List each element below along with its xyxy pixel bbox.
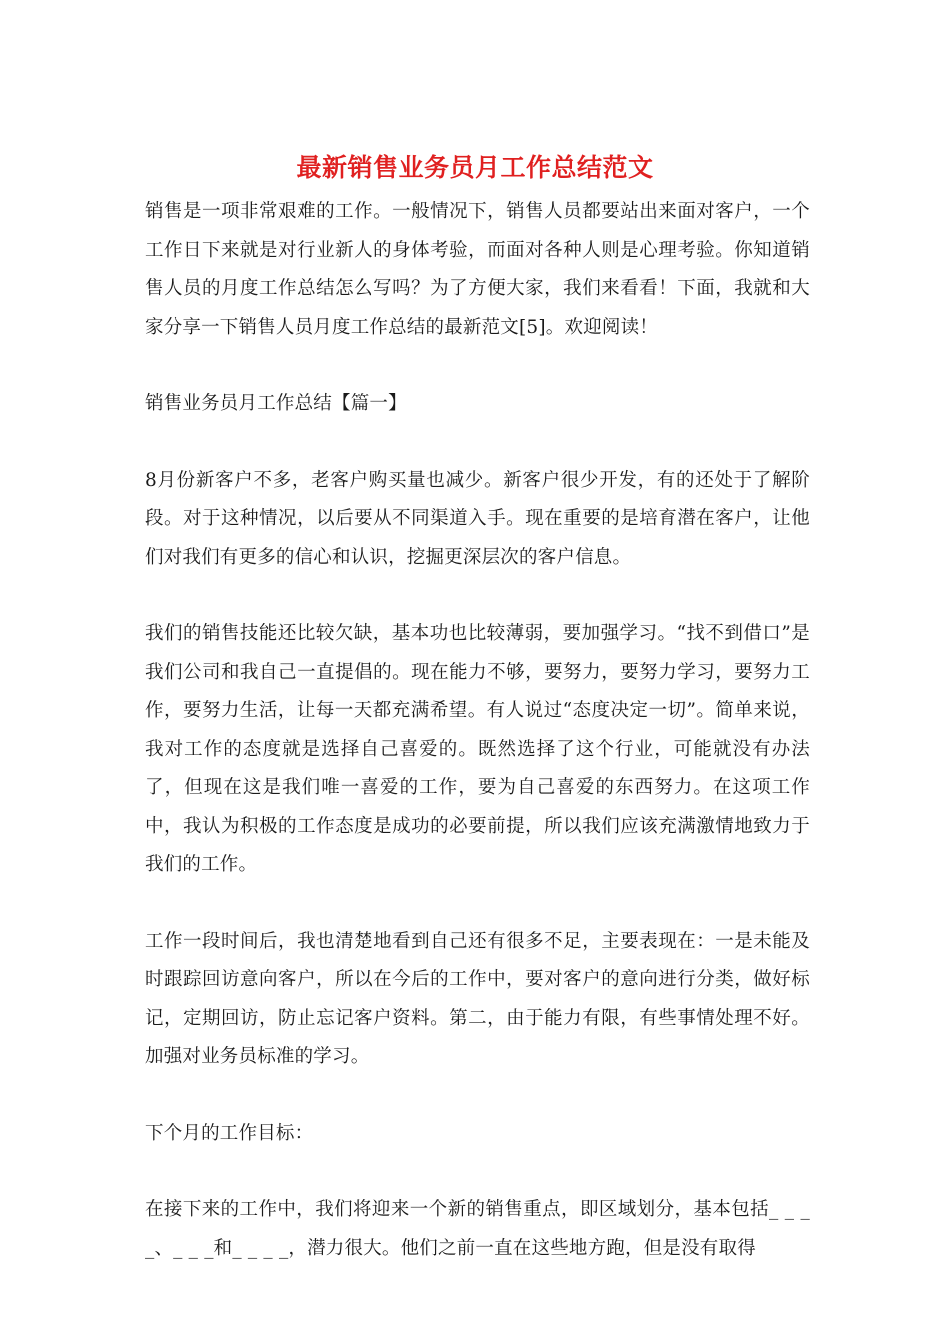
paragraph-shortcomings: 工作一段时间后，我也清楚地看到自己还有很多不足，主要表现在：一是未能及时跟踪回访意向客户，所以在今后的工作中，要对客户的意向进行分类，做好标记，定期回访，防止忘记客户资料。第二，由于能力有限，有些事情处理不好。加强对业务员标准的学习。	[145, 930, 810, 1067]
document-title: 最新销售业务员月工作总结范文	[296, 153, 654, 182]
paragraph-august: 8月份新客户不多，老客户购买量也减少。新客户很少开发，有的还处于了解阶段。对于这种情况，以后要从不同渠道入手。现在重要的是培育潜在客户，让他们对我们有更多的信心和认识，挖掘更深层次的客户信息。	[145, 469, 810, 568]
paragraph-next-month: 在接下来的工作中，我们将迎来一个新的销售重点，即区域划分，基本包括_ _ _ _、_ _ _和_ _ _ _，潜力很大。他们之前一直在这些地方跑，但是没有取得	[145, 1199, 810, 1259]
next-month-heading: 下个月的工作目标：	[145, 1122, 314, 1144]
document-body	[145, 193, 810, 1268]
section-heading: 销售业务员月工作总结【篇一】	[145, 393, 407, 414]
paragraph-intro: 销售是一项非常艰难的工作。一般情况下，销售人员都要站出来面对客户，一个工作日下来就是对行业新人的身体考验，而面对各种人则是心理考验。你知道销售人员的月度工作总结怎么写吗？为了方便大家，我们来看看！下面，我就和大家分享一下销售人员月度工作总结的最新范文[5]。欢迎阅读！	[145, 201, 810, 338]
paragraph-skills: 我们的销售技能还比较欠缺，基本功也比较薄弱，要加强学习。“找不到借口”是我们公司和我自己一直提倡的。现在能力不够，要努力，要努力学习，要努力工作，要努力生活，让每一天都充满希望。有人说过“态度决定一切”。简单来说，我对工作的态度就是选择自己喜爱的。既然选择了这个行业，可能就没有办法了，但现在这是我们唯一喜爱的工作，要为自己喜爱的东西努力。在这项工作中，我认为积极的工作态度是成功的必要前提，所以我们应该充满激情地致力于我们的工作。	[145, 623, 810, 875]
